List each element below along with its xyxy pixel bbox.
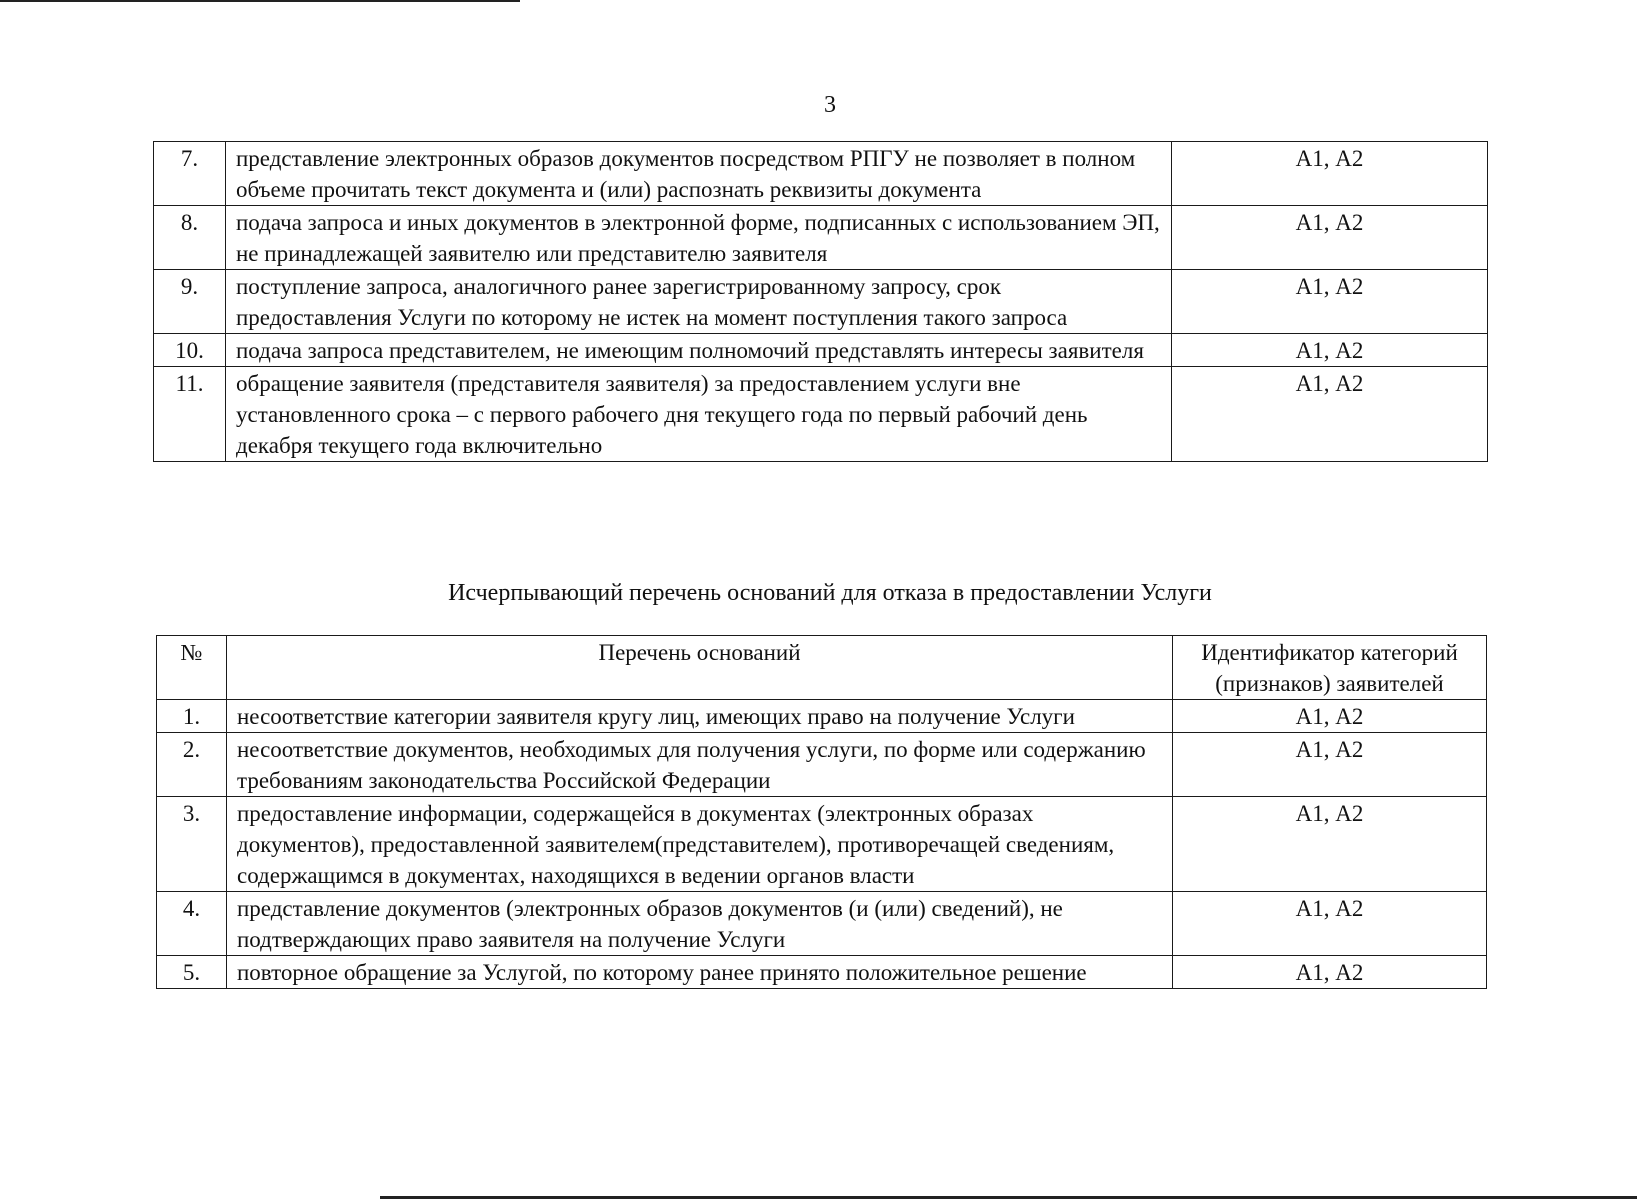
- header-number: №: [157, 636, 227, 700]
- table-row: [154, 142, 1488, 206]
- page-number: 3: [824, 92, 836, 118]
- row-number: 3.: [157, 797, 227, 892]
- header-category-id: Идентификатор категорий (признаков) заявителей: [1173, 636, 1487, 700]
- table-row: [157, 797, 1487, 892]
- scan-edge-bottom: [380, 1196, 1637, 1199]
- row-category-ids: А1, А2: [1172, 270, 1488, 334]
- row-text: несоответствие категории заявителя кругу лиц, имеющих право на получение Услуги: [227, 700, 1173, 733]
- table-row: [157, 892, 1487, 956]
- row-number: 2.: [157, 733, 227, 797]
- row-category-ids: А1, А2: [1172, 142, 1488, 206]
- row-number: 5.: [157, 956, 227, 989]
- row-text: подача запроса представителем, не имеющим полномочий представлять интересы заявителя: [226, 334, 1172, 367]
- row-text: повторное обращение за Услугой, по которому ранее принято положительное решение: [227, 956, 1173, 989]
- row-number: 4.: [157, 892, 227, 956]
- row-text: поступление запроса, аналогичного ранее зарегистрированному запросу, срок предоставления Услуги по которому не истек на момент поступления такого запроса: [226, 270, 1172, 334]
- row-category-ids: А1, А2: [1172, 206, 1488, 270]
- table-header-row: [157, 636, 1487, 700]
- row-text: представление электронных образов документов посредством РПГУ не позволяет в полном объеме прочитать текст документа и (или) распознать реквизиты документа: [226, 142, 1172, 206]
- table-row: [157, 956, 1487, 989]
- grounds-table-continued: [153, 141, 1488, 462]
- row-text: несоответствие документов, необходимых для получения услуги, по форме или содержанию требованиям законодательства Российской Федерации: [227, 733, 1173, 797]
- row-category-ids: А1, А2: [1173, 700, 1487, 733]
- row-number: 1.: [157, 700, 227, 733]
- refusal-grounds-table: [156, 635, 1487, 989]
- row-category-ids: А1, А2: [1173, 733, 1487, 797]
- scan-edge-top: [0, 0, 520, 2]
- section-title: Исчерпывающий перечень оснований для отказа в предоставлении Услуги: [448, 580, 1212, 606]
- row-category-ids: А1, А2: [1172, 334, 1488, 367]
- row-number: 11.: [154, 367, 226, 462]
- header-grounds-list: Перечень оснований: [227, 636, 1173, 700]
- table-row: [157, 733, 1487, 797]
- table-row: [154, 270, 1488, 334]
- row-text: предоставление информации, содержащейся в документах (электронных образах документов), предоставленной заявителем(представителем), противоречащей сведениям, содержащимся в документах, находящихся в ведении органов власти: [227, 797, 1173, 892]
- table-row: [154, 334, 1488, 367]
- row-text: представление документов (электронных образов документов (и (или) сведений), не подтверждающих право заявителя на получение Услуги: [227, 892, 1173, 956]
- row-category-ids: А1, А2: [1173, 797, 1487, 892]
- row-number: 9.: [154, 270, 226, 334]
- table-row: [154, 367, 1488, 462]
- row-number: 8.: [154, 206, 226, 270]
- row-category-ids: А1, А2: [1173, 956, 1487, 989]
- row-number: 7.: [154, 142, 226, 206]
- row-category-ids: А1, А2: [1173, 892, 1487, 956]
- row-category-ids: А1, А2: [1172, 367, 1488, 462]
- table-row: [157, 700, 1487, 733]
- row-text: обращение заявителя (представителя заявителя) за предоставлением услуги вне установленного срока – с первого рабочего дня текущего года по первый рабочий день декабря текущего года включительно: [226, 367, 1172, 462]
- row-text: подача запроса и иных документов в электронной форме, подписанных с использованием ЭП, не принадлежащей заявителю или представителю заявителя: [226, 206, 1172, 270]
- table-row: [154, 206, 1488, 270]
- row-number: 10.: [154, 334, 226, 367]
